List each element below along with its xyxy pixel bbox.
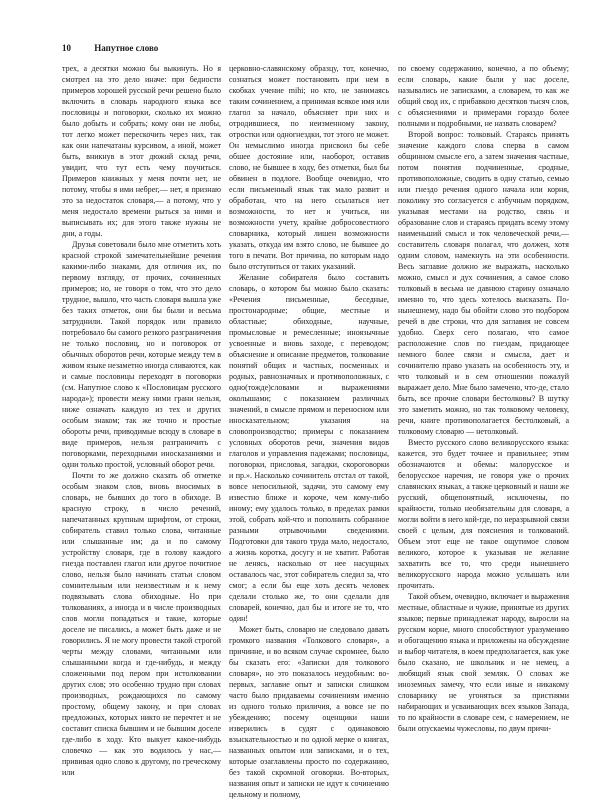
text-column-1 xyxy=(62,63,221,783)
running-header xyxy=(62,41,569,55)
page-number: 10 xyxy=(62,43,71,53)
paragraph: Друзья советовали было мне отметить хоть красной строкой замечательнейшие речения какими-либо знаками, для отличия их, по первому взгляду, от прочих, сочиненных примеров; но, не говоря о том, что это дело трудное, вышло, что часть словаря вышла уже без таких отметок, они бы были и весьма затруднили. Такой порядок или правило потребовало бы самого резкого разграничения не только пословиц, но и поговорок от обычных оборотов речи, которые между тем в живом языке незаметно иногда сливаются, как и самые пословицы переходят в поговорки (см. Напутное слово к «Пословицам русского народа»); провести межу ними грани нельзя, ниже означать каждую из тех и других особым знаком; так же точно и простые обороты речи, приводимые всюду в словаре в виде примеров, нельзя разграничить с поговорками, переходными иносказаниями и одни только простой, условный оборот речи. xyxy=(62,240,221,469)
paragraph: Вместо русского слово великорусского языка: кажется, это будет точнее и правильнее; этим обозначаются и обемы: малорусское и белорусское наречия, не говоря уже о прочих славянских языках, а также церковный и наши же русский, общепонятный, исключены, по крайности, только необязательны для словаря, а могли войти в него кой-где, по неразрывной связи своей с целым, для пояснения и толкований. Объем этот еще не такое ощутимое словом великого, которое к указывая не желание захватить все то, что среди нынешнего великорусского народа можно услышать или прочитать. xyxy=(398,438,569,590)
paragraph: Такой объем, очевидно, включает и выражения местные, областные и чужие, принятые из других языков; первые принадлежат народу, выросли на русском корне, много способствуют уразумению и обогащению языка и приложены на обсуждение и выбор читателя, в коем предполагается, как уже было сказано, не школьник и не немец, а любящий язык свой земляк. О словах же иноземных замечу, что если иные и никакому словарнику не угоняться за пристнями набирающих и усваивающих всех языков Запада, то по крайности в словаре сем, с намерением, не были опускаемы чужесловы, по двум причи- xyxy=(398,592,569,733)
paragraph: Желание собирателя было составить словарь, о котором бы можно было сказать: «Речения письменные, беседные, простонародные; общие, местные и областные; обиходные, научные, промысловые и ремесленные; иноязычные усвоенные и вновь заходе, с переводом; объяснение и описание предметов, толкование понятий общих и частных, посменных и родных, равнозначных и противоположных, с одно(тожде)словами и выражениями околышами; с показанием различных значений, в смысле прямом и переносном или иносказательном; указания на словопроизводство; примеры с показанием условных оборотов речи, значения видов глаголов и управления падежами; пословицы, поговорки, присловья, загадки, скороговорки и пр.». Насколько сочинитель отстал от такой, вовсе непосильной, задачи, это самому ему известно ближе и короче, чем кому-либо иному; ему удалось только, в пределах рамки этой, собрать кой-что и пополнить собранное разными отрывочными сведениями. Подготовки для такого труда мало, недостало, а жизнь коротка, досугу и не хватит. Работая не ленясь, насколько от нее насущных оставалось час, этот собиратель следил за, что смог; а если бы еще хоть десять человек сделали столько же, то они сделали для словарей, конечно, дал бы и итоге не то, что один! xyxy=(229,273,389,623)
paragraph: трех, а десятки можно бы выкинуть. Но я смотрел на это дело иначе: при бедности примеров хорошей русской речи решено было включить в словарь народного языка все пословицы и поговорки, сколько их можно было добыть и собрать; кому они не любы, тот легко может перескочить через них, так как они напечатаны курсивом, а иной, может быть, вникнув в этот дюжий склад речи, увидит, что тут есть чему поучиться. Примеров книжных у меня почти нет, не потому, чтобы я ими небрег,— нет, я признаю это за недостаток словаря,— а потому, что у меня недостало времени рыться за ними и выписывать их; для этого также нужны не дни, а годы. xyxy=(62,64,221,238)
paragraph: Почти то же должно сказать об отметке особым знаком слов, вновь вносимых в словарь, не бывших до того в обиходе. В красную строку, в число речений, напечатанных крупным шрифтом, от строки, собиратель ставил только слова, читанные или слышанные им; да и по самому устройству словаря, где в голову каждого гнезда поставлен глагол или другое почитное слово, нельзя было начинать статьи словом сомнительным или неизвестным и к нему подвязывать слова обиходные. Но при толкованиях, а иногда и в числе производных слов могли попадаться и такие, которые доселе не писались, а может быть даже и не говорились. Я не могу провести такой строгой черты между словами, читанными или слышанными когда и где-нибудь, и между сложенными под пером при истолковании других слов; это особенно трудно при словах производных, рождающихся по самому простому, общему закону, и при словах предложных, которых никто не перечтет и не составит списка бывшим и не бывшим доселе где-либо в ходу. Кто выкует какое-нибудь словечко — как это водилось у нас,— прививая одно слово к другому, по греческому или xyxy=(62,471,221,777)
paragraph: церковно-славянскому образцу, тот, конечно, сознаться может постановить при нем в скобках учение mihi; но кто, не занимаясь таким сочинением, а принимая всякое имя или глагол за начало, объясняет при них и отродившиеся, по неизменному закону, отростки или одногнездки, тот этого не может. Он немыслимо иногда присвоил бы себе обшее достояние или, наоборот, оставив слово, не бывшее в ходу, без отметки, был бы обвинен в подлоге. Вообще очевидно, что если письменный язык так мало развит и обработан, что на него ссылаться нет возможности, то нет и учиться, ни возможности учету, крайне добросовестного словарника, который лишен возможности указать, откуда им взято слово, не бывшее до того в печати. Вот причина, по которым надо было отступиться от таких указаний. xyxy=(229,64,389,271)
running-title: Напутное слово xyxy=(94,43,159,53)
paragraph: Может быть, словарю не следовало давать громкого названия «Толкового словаря», а причинне, и во всяком случае скромнее, было бы сказать его: «Записки для толкового словаря», но это показалось неудобным: во-первых, заглавие опыт и записки слишком часто было придаваемы сочинениям именно из одного только приличия, а вовсе не по убеждению; посему оценщики наши изверились в судят с одинаковою взыскательностью и по одной мерке о книгах, названных опытом или записками, и о тех, которые озаглавлены просто по содержанию, без такой скромной оговорки. Во-вторых, названия опыт и записки не идут к сочинению цельному и полному, xyxy=(229,625,389,799)
text-column-3 xyxy=(398,63,569,783)
text-column-2 xyxy=(229,63,389,799)
paragraph: по своему содержанию, конечно, а по объему; если словарь, какие были у нас доселе, назывались не записками, а словарем, то как же общий свод их, с прибавкою десятков тысяч слов, с объяснениями и примерами гораздо более полными и подробными, не назвать словарем? xyxy=(398,64,569,128)
paragraph: Второй вопрос: толковый. Стараясь принять значение каждого слова сперва в самом общинном смысле его, а затем значения частные, потом понятия подчиненные, сродные, противоположные, сводить в одну статью, семью или гнездо речения одного начала или корня, поколику это согласуется с азбучным порядком, указывая местами на родство, связь и образование слов и стараясь придать всему этому наименьший смысл и ток человеческой речи,— составитель словаря полагал, что должен, хотя одним словом, намекнуть на эти особенности. Весь заглавие должно же выражать, насколько можно, смысл и дух сочинения, а самое слово толковый в весьма не давнюю старину означало именно то, что здесь хотелось высказать. По-нынешнему, надо бы обойти слово это подбором речей в две строки, что для заглавия не совсем удобно. Сверх сего полагаю, что самое расположение слов по гнездам, придающее немного более связи и смысла, дает и сочинителю право указать на особенность эту, и что толковый и в сем отношении пожалуй выражает дело. Мне было замечено, что-де, стало быть, все прочие словари бестолковы? В шутку это заметить можно, но так толковому человеку, речи, книге противополагается бестолковый, а толковому словарю — нетолковый. xyxy=(398,130,569,436)
